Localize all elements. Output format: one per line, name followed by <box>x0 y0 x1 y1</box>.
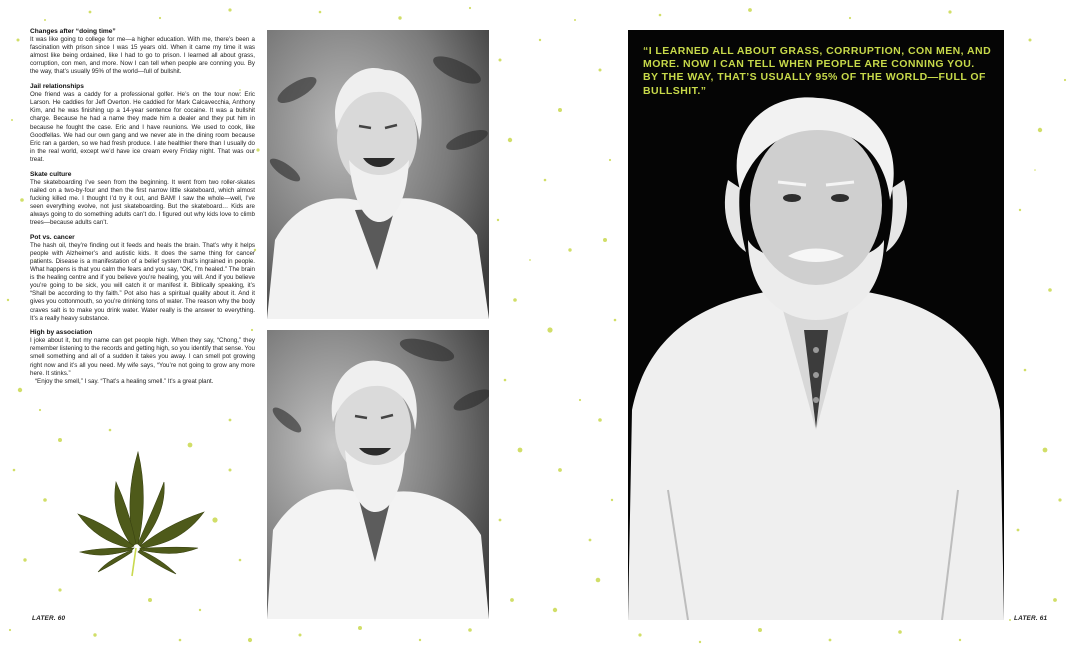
section-paragraph: The skateboarding I’ve seen from the beginning. It went from two roller-skates nailed on a two-by-four and then the first narrow little skateboard, which almost fucking killed me. I thought I’d try it out, and BAM! I saw the whole—well, I’ve seen everything evolve, not just skateboarding. But the skateboard… Kids are always going to do something adults can’t do. I figured out why kids love to climb trees—because adults can’t. <box>30 178 255 227</box>
section-heading: Pot vs. cancer <box>30 233 75 241</box>
portrait-photo-laughing <box>267 30 489 319</box>
portrait-photo-smiling <box>267 330 489 619</box>
section-paragraph: “Enjoy the smell,” I say. “That’s a healing smell.” It’s a great plant. <box>35 377 214 385</box>
article-section <box>30 329 255 386</box>
portrait-photo-main <box>628 30 1004 620</box>
page-number-right: LATER. 61 <box>1014 615 1048 622</box>
article-section <box>30 171 255 228</box>
pull-quote: “I LEARNED ALL ABOUT GRASS, CORRUPTION, CON MEN, AND MORE. NOW I CAN TELL WHEN PEOPLE ARE CONNING YOU. BY THE WAY, THAT’S USUALLY 95% OF THE WORLD—FULL OF BULLSHIT.” <box>643 45 992 97</box>
article-section <box>30 234 255 323</box>
page-number-left: LATER. 60 <box>32 615 66 622</box>
section-paragraph: It was like going to college for me—a higher education. With me, there’s been a fascination with prison since I was 15 years old. When it came my time it was almost like being ordained, like I had to go to prison. I learned all about grass, corruption, con men, and more. Now I can tell when people are conning you. By the way, that’s usually 95% of the world—full of bullshit. <box>30 36 255 76</box>
article-body <box>30 28 255 392</box>
cannabis-leaf-icon <box>72 448 208 578</box>
article-section <box>30 83 255 164</box>
section-heading: High by association <box>30 329 93 337</box>
section-heading: Skate culture <box>30 170 72 178</box>
section-paragraph: I joke about it, but my name can get people high. When they say, “Chong,” they remember listening to the records and getting high, so you identify that sense. You smell something and all of a sudden it takes you away. I can smell pot growing right now and it’s all you need. My wife says, “You’re not going to grow any more here. It stinks.” <box>30 337 255 377</box>
section-heading: Jail relationships <box>30 83 84 91</box>
section-paragraph: One friend was a caddy for a professional golfer. He’s on the tour now: Eric Larson. He caddies for Jeff Overton. He caddied for Mark Calcavecchia, Anthony Kim, and he was finishing up a 14-year sentence for cocaine. It was a bullshit charge. Because he had a name they made him a dealer and they put him in because he fought the case. Eric and I have reunions. We used to cook, like Goodfellas. We had our own gang and we never ate in the dining room because Eric ran a garden, so we had fresh produce. I ate healthier there than I usually do in the real world, except we’d have ice cream every Friday night. That was our treat. <box>30 91 255 163</box>
article-section <box>30 28 255 77</box>
section-heading: Changes after “doing time” <box>30 28 116 35</box>
section-paragraph: The hash oil, they’re finding out it feeds and heals the brain. That’s why it helps people with Alzheimer’s and autistic kids. It does the same thing for cancer patients. Disease is a manifestation of a belief system that’s ingrained in people. What happens is that you calm the fears and you say, “OK, I’m healed.” The brain is the healing centre and if you believe you’re healing, you will. And if you believe you’re going to be sick, you will catch it or manifest it. Biblically speaking, it’s “Shall be according to thy faith.” Pot also has a spiritual quality about it. And it gives you cottonmouth, so you’re drinking tons of water. The reason why the body craves salt is to make you drink water. Water really is the answer to everything. It’s a really heavy substance. <box>30 241 255 322</box>
